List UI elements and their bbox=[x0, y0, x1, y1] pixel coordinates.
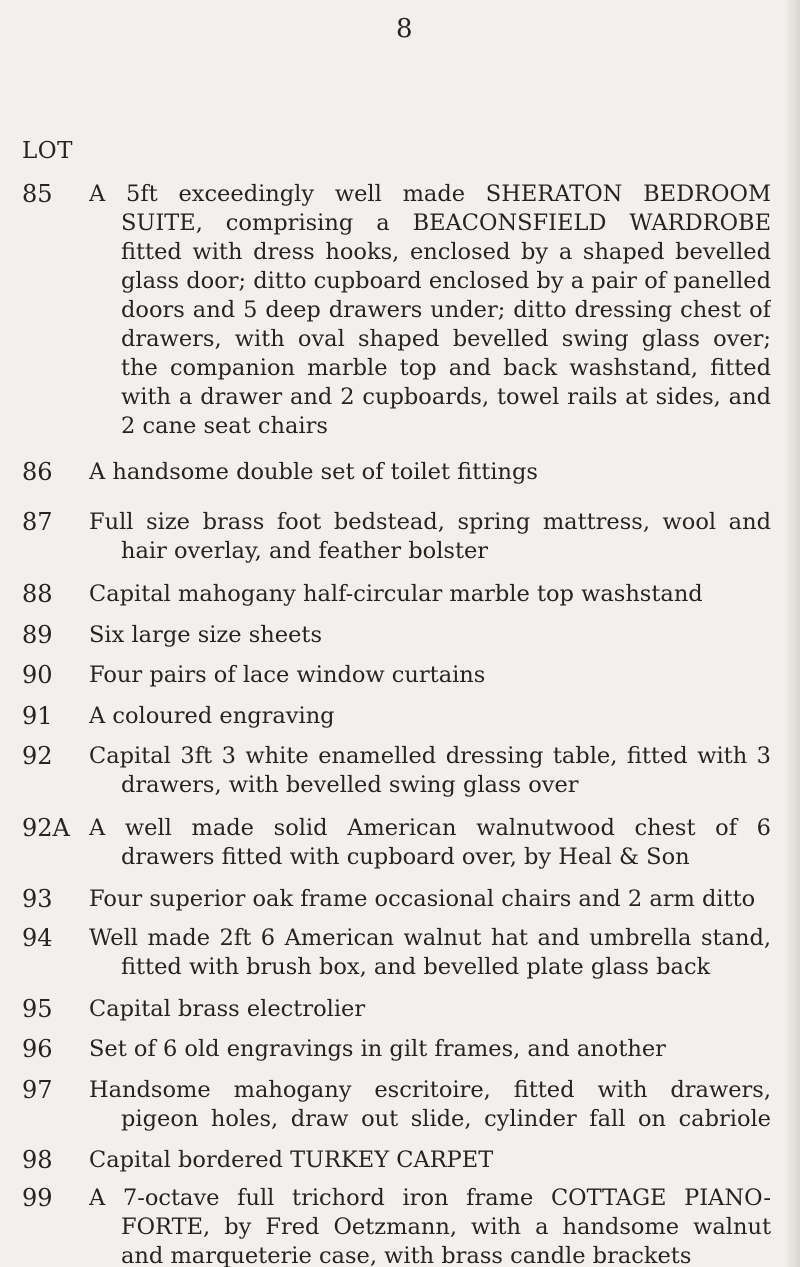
lot-description: A 5ft exceedingly well made SHERATON BEDROOM SUITE, comprising a BEACONSFIELD WARDROBE fitted with dress hooks, enclosed by a shaped bevelled glass door; ditto cupboard enclosed by a pair of panelled doors and 5 deep drawers under; ditto dressing chest of drawers, with oval shaped bevelled swing glass over; the companion marble top and back washstand, fitted with a drawer and 2 cupboards, towel rails at sides, and 2 cane seat chairs bbox=[89, 181, 771, 439]
lot-number: 92A bbox=[22, 814, 70, 842]
lot-number: 88 bbox=[22, 580, 53, 608]
lot-description: Set of 6 old engravings in gilt frames, and another bbox=[89, 1036, 666, 1062]
lot-number: 93 bbox=[22, 885, 53, 913]
lot-description: Capital 3ft 3 white enamelled dressing table, fitted with 3 drawers, with bevelled swing glass over bbox=[89, 743, 771, 798]
lot-number: 94 bbox=[22, 924, 53, 952]
page-edge-shadow bbox=[784, 0, 800, 1267]
lot-description: Six large size sheets bbox=[89, 622, 323, 648]
lot-number: 87 bbox=[22, 508, 53, 536]
lot-description: Capital bordered TURKEY CARPET bbox=[89, 1147, 494, 1173]
lot-number: 95 bbox=[22, 995, 53, 1023]
lot-description: Capital brass electrolier bbox=[89, 996, 366, 1022]
lot-description: Four superior oak frame occasional chairs and 2 arm ditto bbox=[89, 886, 756, 912]
lot-number: 96 bbox=[22, 1035, 53, 1063]
lot-number: 86 bbox=[22, 458, 53, 486]
lot-number: 91 bbox=[22, 702, 53, 730]
lot-number: 98 bbox=[22, 1146, 53, 1174]
lot-description: A handsome double set of toilet fittings bbox=[89, 459, 538, 485]
lot-column-header: LOT bbox=[22, 138, 73, 164]
lot-number: 90 bbox=[22, 661, 53, 689]
lot-number: 85 bbox=[22, 180, 53, 208]
lot-description: A well made solid American walnutwood chest of 6 drawers fitted with cupboard over, by Heal & Son bbox=[89, 815, 771, 870]
lot-number: 99 bbox=[22, 1184, 53, 1212]
lot-description: A 7-octave full trichord iron frame COTTAGE PIANO-FORTE, by Fred Oetzmann, with a handsome walnut and marqueterie case, with brass candle brackets bbox=[89, 1185, 771, 1267]
lot-description: Capital mahogany half-circular marble top washstand bbox=[89, 581, 703, 607]
lot-description: Four pairs of lace window curtains bbox=[89, 662, 486, 688]
lot-description: A coloured engraving bbox=[89, 703, 335, 729]
lot-number: 92 bbox=[22, 742, 53, 770]
lot-number: 97 bbox=[22, 1076, 53, 1104]
lot-description: Handsome mahogany escritoire, fitted with drawers, pigeon holes, draw out slide, cylinder fall on cabriole bbox=[89, 1077, 771, 1132]
lot-number: 89 bbox=[22, 621, 53, 649]
lot-description: Full size brass foot bedstead, spring mattress, wool and hair overlay, and feather bolster bbox=[89, 509, 771, 564]
page-number: 8 bbox=[396, 14, 413, 44]
lot-description: Well made 2ft 6 American walnut hat and umbrella stand, fitted with brush box, and bevelled plate glass back bbox=[89, 925, 771, 980]
